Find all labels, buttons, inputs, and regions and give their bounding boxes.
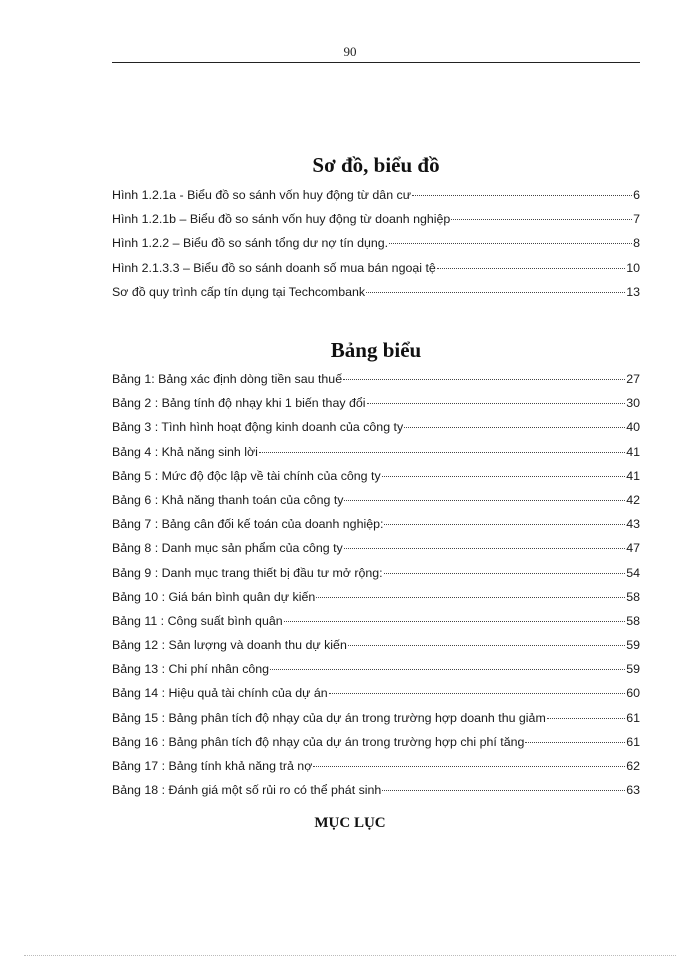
dot-leader xyxy=(547,718,625,719)
header-rule xyxy=(112,62,640,63)
toc-entry[interactable] xyxy=(112,657,640,681)
toc-entry[interactable] xyxy=(112,754,640,778)
toc-entry[interactable] xyxy=(112,633,640,657)
dot-leader xyxy=(259,452,625,453)
toc-entry-label: Bảng 16 : Bảng phân tích độ nhạy của dự án trong trường hợp chi phí tăng xyxy=(112,734,525,749)
dot-leader xyxy=(270,669,625,670)
dot-leader xyxy=(384,573,626,574)
toc-entry-label: Hình 1.2.1b – Biểu đồ so sánh vốn huy động từ doanh nghiệp xyxy=(112,212,451,227)
toc-entry-page: 6 xyxy=(633,188,640,202)
toc-entry-page: 60 xyxy=(626,686,640,701)
toc-entry[interactable] xyxy=(112,464,640,488)
toc-entry-page: 54 xyxy=(626,565,640,580)
toc-entry[interactable] xyxy=(112,488,640,512)
toc-entry-label: Hình 1.2.1a - Biểu đồ so sánh vốn huy động từ dân cư xyxy=(112,188,412,202)
toc-entry-label: Bảng 10 : Giá bán bình quân dự kiến xyxy=(112,589,316,604)
dot-leader xyxy=(367,403,626,404)
toc-entry[interactable] xyxy=(112,440,640,464)
toc-entry-label: Bảng 18 : Đánh giá một số rủi ro có thể phát sinh xyxy=(112,783,382,798)
dot-leader xyxy=(284,621,626,622)
toc-entry[interactable] xyxy=(112,391,640,415)
toc-entry-page: 62 xyxy=(626,759,640,773)
dot-leader xyxy=(344,500,625,501)
toc-entry[interactable] xyxy=(112,367,640,391)
toc-entry[interactable] xyxy=(112,730,640,754)
dot-leader xyxy=(313,766,625,767)
toc-entry[interactable] xyxy=(112,415,640,439)
dot-leader xyxy=(382,790,625,791)
toc-entry-label: Bảng 1: Bảng xác định dòng tiền sau thuế xyxy=(112,372,343,386)
toc-entry-label: Bảng 12 : Sản lượng và doanh thu dự kiến xyxy=(112,638,347,653)
toc-entry-label: Bảng 7 : Bảng cân đối kế toán của doanh nghiệp: xyxy=(112,517,384,532)
dot-leader xyxy=(344,548,625,549)
dot-leader xyxy=(329,693,626,694)
toc-entry[interactable] xyxy=(112,536,640,560)
toc-entry-page: 10 xyxy=(626,260,640,275)
dot-leader xyxy=(437,268,625,269)
toc-entry-page: 59 xyxy=(626,662,640,677)
toc-entry-page: 7 xyxy=(633,212,640,227)
figures-list xyxy=(112,183,640,304)
toc-entry-page: 63 xyxy=(626,783,640,798)
toc-entry-label: Hình 2.1.3.3 – Biểu đồ so sánh doanh số mua bán ngoại tệ xyxy=(112,260,436,275)
toc-entry[interactable] xyxy=(112,585,640,609)
toc-entry-label: Bảng 4 : Khả năng sinh lời xyxy=(112,444,258,459)
toc-entry-page: 13 xyxy=(626,284,640,299)
toc-entry[interactable] xyxy=(112,561,640,585)
toc-entry-label: Bảng 9 : Danh mục trang thiết bị đầu tư mở rộng: xyxy=(112,565,383,580)
toc-entry-page: 58 xyxy=(626,589,640,604)
dot-leader xyxy=(382,476,626,477)
figures-section-title: Sơ đồ, biểu đồ xyxy=(312,153,440,177)
toc-entry-label: Bảng 15 : Bảng phân tích độ nhạy của dự án trong trường hợp doanh thu giảm xyxy=(112,710,546,725)
dot-leader xyxy=(384,524,625,525)
dot-leader xyxy=(389,243,632,244)
toc-entry-label: Bảng 17 : Bảng tính khả năng trả nợ xyxy=(112,759,313,773)
dot-leader xyxy=(451,219,632,220)
toc-entry-label: Bảng 6 : Khả năng thanh toán của công ty xyxy=(112,492,344,507)
toc-entry-label: Bảng 13 : Chi phí nhân công xyxy=(112,662,270,677)
toc-entry-page: 27 xyxy=(626,372,640,386)
contents-title: MỤC LỤC xyxy=(314,815,386,831)
dot-leader xyxy=(412,195,632,196)
dot-leader xyxy=(366,292,625,293)
toc-entry[interactable] xyxy=(112,778,640,802)
toc-entry-label: Bảng 11 : Công suất bình quân xyxy=(112,613,283,628)
toc-entry[interactable] xyxy=(112,280,640,304)
toc-entry[interactable] xyxy=(112,512,640,536)
toc-entry-page: 61 xyxy=(626,710,640,725)
toc-entry-page: 40 xyxy=(626,420,640,435)
dot-leader xyxy=(348,645,625,646)
toc-entry[interactable] xyxy=(112,231,640,255)
toc-entry-page: 59 xyxy=(626,638,640,653)
toc-entry-page: 47 xyxy=(626,541,640,556)
toc-entry[interactable] xyxy=(112,681,640,705)
toc-entry-label: Bảng 2 : Bảng tính độ nhạy khi 1 biến thay đổi xyxy=(112,396,366,411)
toc-entry[interactable] xyxy=(112,609,640,633)
toc-entry-label: Bảng 14 : Hiệu quả tài chính của dự án xyxy=(112,686,328,701)
toc-entry-label: Hình 1.2.2 – Biểu đồ so sánh tổng dư nợ tín dụng. xyxy=(112,236,389,251)
dot-leader xyxy=(525,742,625,743)
toc-entry-page: 61 xyxy=(626,734,640,749)
toc-entry-label: Sơ đồ quy trình cấp tín dụng tại Techcombank xyxy=(112,284,366,299)
toc-entry-page: 42 xyxy=(626,492,640,507)
toc-entry-page: 41 xyxy=(626,444,640,459)
toc-entry[interactable] xyxy=(112,207,640,231)
toc-entry-label: Bảng 5 : Mức độ độc lập về tài chính của công ty xyxy=(112,468,381,483)
tables-section-title: Bảng biểu xyxy=(330,338,422,362)
toc-entry[interactable] xyxy=(112,183,640,207)
dot-leader xyxy=(343,379,625,380)
toc-entry[interactable] xyxy=(112,256,640,280)
toc-entry-page: 58 xyxy=(626,613,640,628)
toc-entry-label: Bảng 3 : Tình hình hoạt động kinh doanh của công ty xyxy=(112,420,404,435)
footer-divider xyxy=(24,955,676,956)
toc-entry[interactable] xyxy=(112,706,640,730)
tables-list xyxy=(112,367,640,802)
toc-entry-page: 30 xyxy=(626,396,640,411)
dot-leader xyxy=(404,427,625,428)
toc-entry-page: 41 xyxy=(626,468,640,483)
toc-entry-page: 43 xyxy=(626,517,640,532)
page-number: 90 xyxy=(343,44,357,59)
toc-entry-page: 8 xyxy=(633,236,640,251)
toc-entry-label: Bảng 8 : Danh mục sản phẩm của công ty xyxy=(112,541,343,556)
dot-leader xyxy=(316,597,625,598)
